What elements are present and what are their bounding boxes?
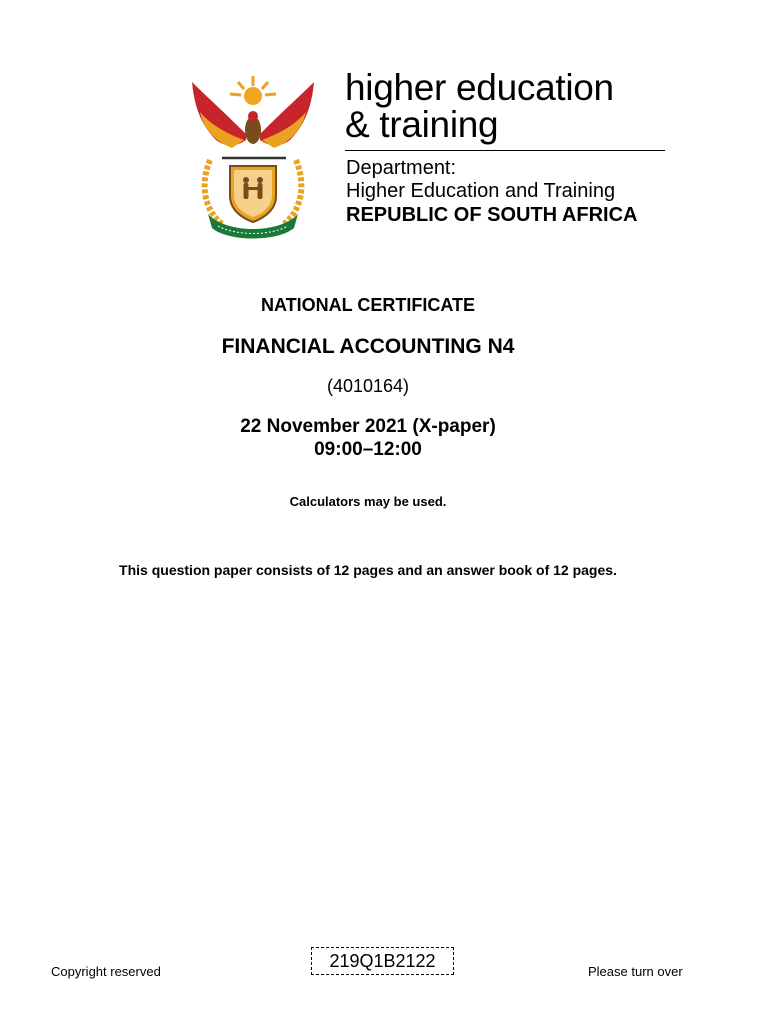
exam-time: 09:00–12:00: [314, 439, 422, 460]
department-label: Department:: [346, 157, 457, 179]
brand-line-higher-education: higher education: [345, 67, 614, 108]
page-count-note: This question paper consists of 12 pages and an answer book of 12 pages.: [119, 562, 617, 578]
exam-date: 22 November 2021 (X-paper): [240, 416, 496, 437]
brand-divider: [345, 150, 665, 151]
department-block: [346, 157, 676, 227]
calculator-note: Calculators may be used.: [289, 494, 447, 509]
copyright-notice: Copyright reserved: [51, 964, 161, 979]
subject-title: FINANCIAL ACCOUNTING N4: [221, 335, 515, 358]
brand-line-training: & training: [345, 104, 499, 145]
brand-wordmark: [345, 68, 675, 144]
subject-code: (4010164): [326, 376, 410, 396]
coat-of-arms-logo: [186, 74, 320, 240]
certificate-title: NATIONAL CERTIFICATE: [261, 295, 475, 315]
turn-over-note: Please turn over: [588, 964, 683, 979]
paper-code-box: 219Q1B2122: [311, 947, 454, 975]
country-name: REPUBLIC OF SOUTH AFRICA: [346, 204, 638, 226]
sun-icon: [230, 76, 276, 105]
department-name: Higher Education and Training: [346, 180, 616, 202]
